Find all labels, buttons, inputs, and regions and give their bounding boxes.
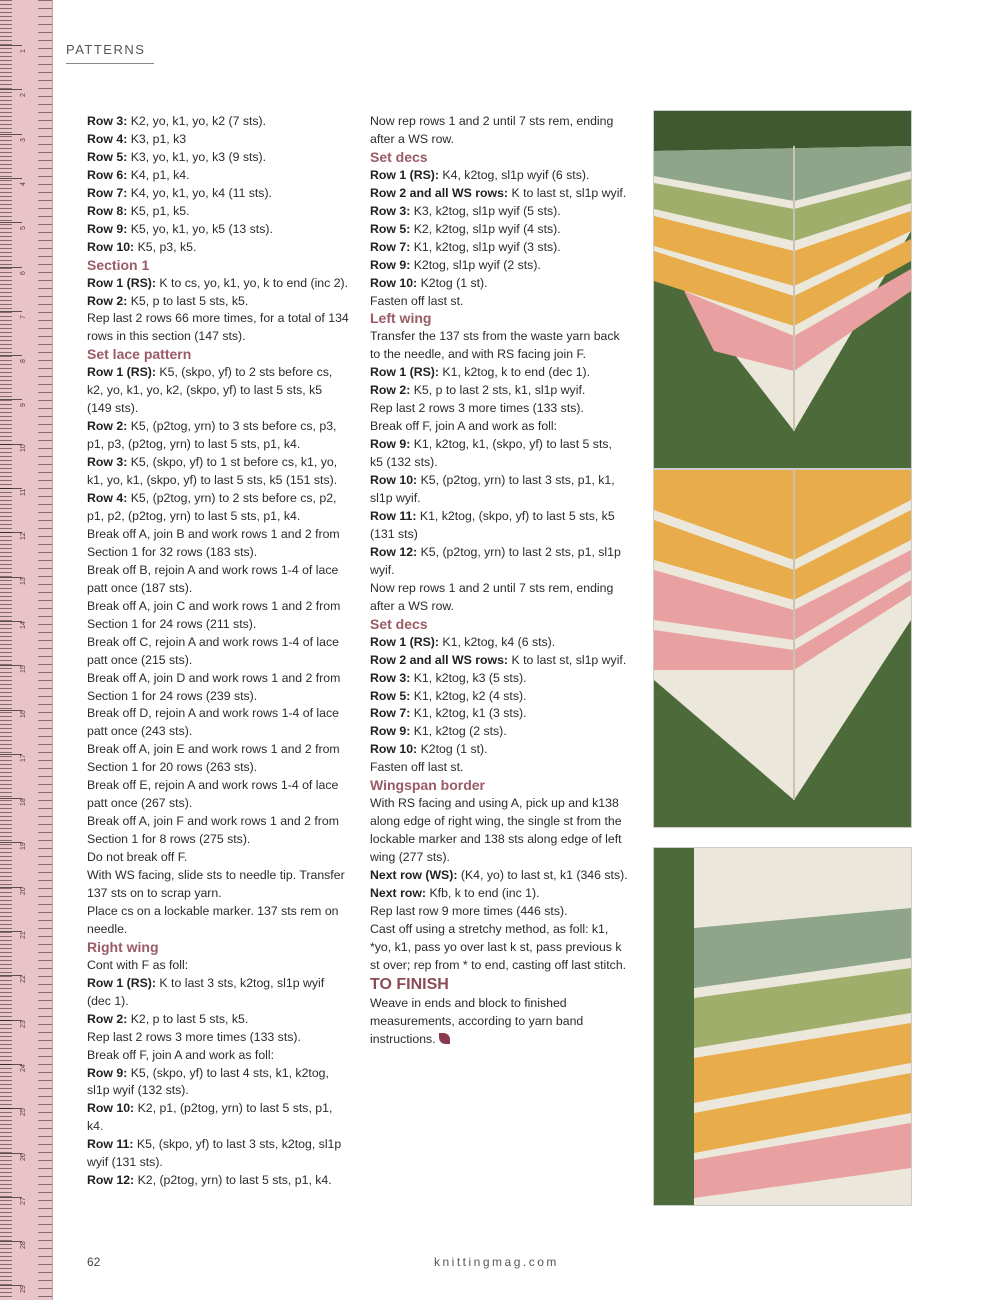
instruction-line bbox=[370, 203, 628, 221]
instruction-line bbox=[87, 293, 349, 311]
instruction-text: K5, (p2tog, yrn) to 3 sts before cs, p3, p1, p3, (p2tog, yrn) to last 5 sts, p1, k4. bbox=[87, 419, 337, 452]
instruction-line bbox=[370, 221, 628, 239]
instruction-line bbox=[370, 670, 628, 688]
instruction-line bbox=[370, 795, 628, 867]
row-label: Row 10: bbox=[370, 275, 418, 290]
instruction-text: Rep last 2 rows 3 more times (133 sts). bbox=[370, 401, 584, 416]
ruler-number: 25 bbox=[20, 1108, 27, 1117]
row-label: Row 2: bbox=[87, 293, 128, 308]
row-label: Row 12: bbox=[370, 544, 418, 559]
ruler-major-tick bbox=[0, 621, 22, 622]
instruction-text: K5, (p2tog, yrn) to last 3 sts, p1, k1, sl1p wyif. bbox=[370, 473, 615, 506]
instruction-line bbox=[87, 1065, 349, 1101]
instruction-text: Break off E, rejoin A and work rows 1-4 of lace patt once (267 sts). bbox=[87, 778, 339, 811]
instruction-line bbox=[87, 149, 349, 167]
row-label: Row 1 (RS): bbox=[87, 365, 156, 380]
instruction-text: Now rep rows 1 and 2 until 7 sts rem, ending after a WS row. bbox=[370, 114, 614, 146]
ruler-major-tick bbox=[0, 798, 22, 799]
row-label: Row 9: bbox=[370, 437, 411, 452]
instruction-text: K1, k2tog, k3 (5 sts). bbox=[410, 670, 527, 685]
instruction-text: K5, (skpo, yf) to last 4 sts, k1, k2tog, sl1p wyif (132 sts). bbox=[87, 1065, 329, 1098]
instruction-line bbox=[370, 436, 628, 472]
instruction-text: Cast off using a stretchy method, as foll: k1, *yo, k1, pass yo over last k st, pass previous k st over; rep from * to end, casting off last stitch. bbox=[370, 921, 627, 972]
instruction-text: K to last st, sl1p wyif. bbox=[508, 185, 627, 200]
instruction-line bbox=[370, 418, 628, 436]
instruction-line bbox=[87, 903, 349, 939]
instruction-line bbox=[370, 688, 628, 706]
ruler-major-tick bbox=[0, 178, 22, 179]
instruction-line bbox=[370, 741, 628, 759]
instruction-text: K1, k2tog, (skpo, yf) to last 5 sts, k5 (131 sts) bbox=[370, 508, 615, 541]
ruler-number: 7 bbox=[20, 314, 27, 319]
ruler-number: 2 bbox=[20, 93, 27, 98]
row-label: Row 1 (RS): bbox=[370, 365, 439, 380]
instruction-line bbox=[87, 1136, 349, 1172]
instruction-line bbox=[87, 185, 349, 203]
row-label: Row 1 (RS): bbox=[370, 167, 439, 182]
ruler-number: 11 bbox=[20, 488, 27, 496]
row-label: Row 3: bbox=[87, 114, 128, 128]
section-heading: Set decs bbox=[370, 148, 428, 165]
instruction-line bbox=[87, 867, 349, 903]
instruction-line bbox=[87, 1029, 349, 1047]
instruction-text: Fasten off last st. bbox=[370, 293, 464, 308]
instruction-text: Rep last 2 rows 66 more times, for a total of 134 rows in this section (147 sts). bbox=[87, 311, 349, 344]
row-label: Next row: bbox=[370, 885, 427, 900]
row-label: Row 10: bbox=[87, 239, 135, 254]
instruction-line bbox=[87, 221, 349, 239]
row-label: Row 4: bbox=[87, 131, 128, 146]
instruction-line bbox=[87, 310, 349, 346]
instruction-text: Rep last row 9 more times (446 sts). bbox=[370, 903, 568, 918]
ruler-major-tick bbox=[0, 355, 22, 356]
ruler-number: 12 bbox=[20, 532, 27, 541]
row-label: Row 11: bbox=[87, 1137, 134, 1152]
section-heading: Set lace pattern bbox=[87, 346, 192, 363]
instruction-text: K5, (skpo, yf) to 2 sts before cs, k2, yo, k1, yo, k2, (skpo, yf) to last 5 sts, k5 (149 sts). bbox=[87, 365, 333, 416]
instruction-line bbox=[87, 418, 349, 454]
section-heading: Set decs bbox=[370, 615, 428, 632]
instruction-text: Transfer the 137 sts from the waste yarn back to the needle, and with RS facing join F. bbox=[370, 329, 620, 362]
instruction-line bbox=[370, 903, 628, 921]
instruction-text: K3, yo, k1, yo, k3 (9 sts). bbox=[127, 149, 267, 164]
instruction-text: K5, (skpo, yf) to 1 st before cs, k1, yo, k1, yo, k1, (skpo, yf) to last 5 sts, k5 (151 sts). bbox=[87, 455, 338, 488]
ruler-number: 19 bbox=[20, 842, 27, 851]
instruction-text: K1, k2tog, k2 (4 sts). bbox=[410, 688, 527, 703]
instruction-line bbox=[87, 813, 349, 849]
ruler-number: 17 bbox=[20, 754, 27, 762]
instruction-line bbox=[370, 400, 628, 418]
row-label: Row 3: bbox=[370, 670, 411, 685]
instruction-text: K2tog (1 st). bbox=[417, 275, 488, 290]
instruction-line bbox=[370, 652, 628, 670]
instruction-text: Break off C, rejoin A and work rows 1-4 of lace patt once (215 sts). bbox=[87, 634, 339, 667]
row-label: Row 4: bbox=[87, 491, 128, 506]
instruction-line bbox=[87, 167, 349, 185]
instruction-line bbox=[370, 759, 628, 777]
instruction-line bbox=[370, 472, 628, 508]
row-label: Row 5: bbox=[370, 688, 411, 703]
instruction-line bbox=[370, 113, 628, 149]
ruler-right-ticks bbox=[38, 0, 52, 1300]
instruction-line bbox=[87, 598, 349, 634]
major-heading: TO FINISH bbox=[370, 975, 449, 993]
instruction-line bbox=[370, 544, 628, 580]
ruler-major-tick bbox=[0, 931, 22, 932]
instruction-text: (K4, yo) to last st, k1 (346 sts). bbox=[457, 868, 628, 883]
instruction-line bbox=[87, 203, 349, 221]
shawl-photo-2-illustration bbox=[654, 470, 911, 827]
pattern-column-1 bbox=[87, 113, 349, 1190]
row-label: Next row (WS): bbox=[370, 868, 458, 883]
ruler-major-tick bbox=[0, 532, 22, 533]
row-label: Row 10: bbox=[87, 1101, 135, 1116]
instruction-text: K5, (p2tog, yrn) to last 2 sts, p1, sl1p wyif. bbox=[370, 544, 621, 577]
instruction-line bbox=[370, 167, 628, 185]
instruction-text: K1, k2tog (2 sts). bbox=[410, 724, 507, 739]
instruction-text: K4, p1, k4. bbox=[127, 167, 190, 182]
row-label: Row 7: bbox=[370, 239, 411, 254]
instruction-text: K2, k2tog, sl1p wyif (4 sts). bbox=[410, 221, 561, 236]
ruler-major-tick bbox=[0, 399, 22, 400]
instruction-text: Break off B, rejoin A and work rows 1-4 of lace patt once (187 sts). bbox=[87, 562, 339, 595]
ruler-number: 8 bbox=[20, 359, 27, 364]
ruler-number: 27 bbox=[20, 1197, 27, 1205]
ruler-major-tick bbox=[0, 1197, 22, 1198]
instruction-text: Kfb, k to end (inc 1). bbox=[426, 885, 540, 900]
ruler-number: 16 bbox=[20, 709, 27, 718]
ruler-major-tick bbox=[0, 975, 22, 976]
row-label: Row 1 (RS): bbox=[87, 275, 156, 290]
row-label: Row 5: bbox=[370, 221, 411, 236]
instruction-line bbox=[370, 293, 628, 311]
section-heading: Right wing bbox=[87, 938, 159, 955]
row-label: Row 2 and all WS rows: bbox=[370, 185, 509, 200]
instruction-text: K5, (skpo, yf) to last 3 sts, k2tog, sl1p wyif (131 sts). bbox=[87, 1137, 342, 1170]
instruction-text: Rep last 2 rows 3 more times (133 sts). bbox=[87, 1029, 301, 1044]
ruler-number: 1 bbox=[20, 49, 27, 53]
instruction-line bbox=[370, 382, 628, 400]
instruction-text: Break off A, join C and work rows 1 and 2 from Section 1 for 24 rows (211 sts). bbox=[87, 598, 341, 631]
instruction-line bbox=[370, 275, 628, 293]
instruction-text: Break off D, rejoin A and work rows 1-4 of lace patt once (243 sts). bbox=[87, 706, 339, 739]
row-label: Row 1 (RS): bbox=[87, 975, 156, 990]
instruction-text: Break off A, join B and work rows 1 and 2 from Section 1 for 32 rows (183 sts). bbox=[87, 526, 340, 559]
ruler-number: 21 bbox=[20, 931, 27, 939]
row-label: Row 9: bbox=[370, 257, 411, 272]
instruction-line bbox=[87, 454, 349, 490]
shawl-photo-1-illustration bbox=[654, 111, 911, 468]
ruler-major-tick bbox=[0, 1108, 22, 1109]
row-label: Row 3: bbox=[370, 203, 411, 218]
instruction-line bbox=[87, 849, 349, 867]
row-label: Row 2: bbox=[87, 419, 128, 434]
ruler-major-tick bbox=[0, 577, 22, 578]
instruction-text: Place cs on a lockable marker. 137 sts rem on needle. bbox=[87, 903, 339, 936]
ruler-number: 29 bbox=[20, 1285, 27, 1294]
ruler-number: 6 bbox=[20, 270, 27, 275]
instruction-text: Do not break off F. bbox=[87, 850, 188, 865]
instruction-text: Weave in ends and block to finished measurements, according to yarn band instructions. bbox=[370, 995, 584, 1046]
instruction-line bbox=[370, 328, 628, 364]
ruler-number: 15 bbox=[20, 665, 27, 674]
instruction-text: K2tog, sl1p wyif (2 sts). bbox=[410, 257, 541, 272]
ruler-number: 5 bbox=[20, 226, 27, 231]
instruction-line bbox=[87, 275, 349, 293]
instruction-line bbox=[87, 131, 349, 149]
ruler-number: 3 bbox=[20, 137, 27, 142]
instruction-line bbox=[87, 975, 349, 1011]
instruction-text: Now rep rows 1 and 2 until 7 sts rem, ending after a WS row. bbox=[370, 580, 614, 613]
row-label: Row 6: bbox=[87, 167, 128, 182]
ruler-number: 18 bbox=[20, 798, 27, 807]
ruler-number: 20 bbox=[20, 886, 27, 895]
row-label: Row 7: bbox=[370, 706, 411, 721]
instruction-line bbox=[87, 670, 349, 706]
ruler-number: 24 bbox=[20, 1064, 27, 1072]
instruction-text: K1, k2tog, k to end (dec 1). bbox=[439, 365, 591, 380]
instruction-line bbox=[87, 490, 349, 526]
ruler-major-tick bbox=[0, 842, 22, 843]
instruction-text: K5, (p2tog, yrn) to 2 sts before cs, p2, p1, p2, (p2tog, yrn) to last 5 sts, p1, k4. bbox=[87, 491, 337, 523]
row-label: Row 5: bbox=[87, 149, 128, 164]
instruction-line bbox=[87, 777, 349, 813]
instruction-line bbox=[87, 1172, 349, 1190]
instruction-text: K5, p1, k5. bbox=[127, 203, 190, 218]
instruction-text: K1, k2tog, sl1p wyif (3 sts). bbox=[410, 239, 561, 254]
instruction-line bbox=[370, 705, 628, 723]
row-label: Row 10: bbox=[370, 473, 418, 488]
ruler-number: 28 bbox=[20, 1241, 27, 1250]
ruler-major-tick bbox=[0, 1153, 22, 1154]
instruction-text: Break off F, join A and work as foll: bbox=[370, 419, 558, 434]
section-heading: Left wing bbox=[370, 310, 432, 327]
page-number: 62 bbox=[87, 1255, 101, 1269]
instruction-text: Break off A, join E and work rows 1 and 2 from Section 1 for 20 rows (263 sts). bbox=[87, 742, 340, 775]
row-label: Row 9: bbox=[87, 1065, 128, 1080]
footer-website: knittingmag.com bbox=[434, 1255, 559, 1269]
instruction-text: K5, yo, k1, yo, k5 (13 sts). bbox=[127, 221, 273, 236]
ruler-number: 4 bbox=[20, 181, 27, 186]
row-label: Row 12: bbox=[87, 1173, 135, 1188]
instruction-text: K to cs, yo, k1, yo, k to end (inc 2). bbox=[156, 275, 349, 290]
ruler-number: 26 bbox=[20, 1152, 27, 1161]
instruction-text: With WS facing, slide sts to needle tip. Transfer 137 sts on to scrap yarn. bbox=[87, 868, 345, 900]
ruler-major-tick bbox=[0, 1285, 22, 1286]
row-label: Row 2: bbox=[370, 383, 411, 398]
ruler-major-tick bbox=[0, 754, 22, 755]
instruction-text: K5, p to last 2 sts, k1, sl1p wyif. bbox=[410, 383, 586, 398]
instruction-text: K1, k2tog, k1, (skpo, yf) to last 5 sts, k5 (132 sts). bbox=[370, 437, 612, 470]
instruction-line bbox=[370, 257, 628, 275]
instruction-line bbox=[87, 634, 349, 670]
section-heading: Section 1 bbox=[87, 256, 150, 273]
ruler-major-tick bbox=[0, 1241, 22, 1242]
row-label: Row 11: bbox=[370, 508, 417, 523]
instruction-text: K3, p1, k3 bbox=[127, 131, 187, 146]
instruction-line bbox=[87, 562, 349, 598]
instruction-text: With RS facing and using A, pick up and k138 along edge of right wing, the single st from the lockable marker and 138 sts along edge of left wing (277 sts). bbox=[370, 796, 622, 865]
instruction-line bbox=[370, 995, 628, 1049]
instruction-line bbox=[87, 1047, 349, 1065]
ruler-major-tick bbox=[0, 1020, 22, 1021]
instruction-line bbox=[370, 185, 628, 203]
row-label: Row 2 and all WS rows: bbox=[370, 652, 509, 667]
ruler-major-tick bbox=[0, 267, 22, 268]
instruction-line bbox=[87, 364, 349, 418]
section-heading: Wingspan border bbox=[370, 777, 485, 794]
instruction-line bbox=[370, 634, 628, 652]
instruction-text: K1, k2tog, k4 (6 sts). bbox=[439, 634, 556, 649]
instruction-line bbox=[370, 580, 628, 616]
instruction-line bbox=[370, 867, 628, 885]
shawl-photo-3 bbox=[653, 847, 912, 1206]
ruler-major-tick bbox=[0, 887, 22, 888]
instruction-line bbox=[87, 526, 349, 562]
section-header: PATTERNS bbox=[66, 42, 154, 64]
instruction-line bbox=[87, 113, 349, 131]
instruction-text: K5, p to last 5 sts, k5. bbox=[127, 293, 249, 308]
instruction-text: Fasten off last st. bbox=[370, 760, 464, 775]
row-label: Row 3: bbox=[87, 455, 128, 470]
ruler-number: 13 bbox=[20, 576, 27, 585]
instruction-line bbox=[87, 239, 349, 257]
instruction-text: Break off F, join A and work as foll: bbox=[87, 1047, 275, 1062]
ruler-strip bbox=[0, 0, 53, 1300]
instruction-text: K2, yo, k1, yo, k2 (7 sts). bbox=[127, 114, 267, 128]
shawl-photo-2 bbox=[653, 469, 912, 828]
instruction-text: K4, yo, k1, yo, k4 (11 sts). bbox=[127, 185, 272, 200]
row-label: Row 2: bbox=[87, 1011, 128, 1026]
ruler-major-tick bbox=[0, 665, 22, 666]
row-label: Row 9: bbox=[370, 724, 411, 739]
row-label: Row 1 (RS): bbox=[370, 634, 439, 649]
ruler-number: 23 bbox=[20, 1019, 27, 1028]
row-label: Row 10: bbox=[370, 742, 418, 757]
instruction-text: K3, k2tog, sl1p wyif (5 sts). bbox=[410, 203, 561, 218]
ruler-major-tick bbox=[0, 45, 22, 46]
instruction-text: K2, p to last 5 sts, k5. bbox=[127, 1011, 249, 1026]
ruler-major-tick bbox=[0, 222, 22, 223]
instruction-line bbox=[370, 239, 628, 257]
instruction-line bbox=[87, 741, 349, 777]
instruction-text: K2tog (1 st). bbox=[417, 742, 488, 757]
instruction-text: Break off A, join D and work rows 1 and 2 from Section 1 for 24 rows (239 sts). bbox=[87, 670, 341, 703]
shawl-photo-1 bbox=[653, 110, 912, 469]
ruler-major-tick bbox=[0, 488, 22, 489]
instruction-line bbox=[370, 885, 628, 903]
instruction-line bbox=[370, 364, 628, 382]
instruction-text: K to last st, sl1p wyif. bbox=[508, 652, 627, 667]
instruction-line bbox=[87, 705, 349, 741]
ruler-number: 9 bbox=[20, 403, 27, 408]
instruction-line bbox=[370, 723, 628, 741]
instruction-text: K4, k2tog, sl1p wyif (6 sts). bbox=[439, 167, 590, 182]
instruction-text: K to last 3 sts, k2tog, sl1p wyif (dec 1). bbox=[87, 975, 325, 1008]
instruction-line bbox=[370, 508, 628, 544]
shawl-photo-3-illustration bbox=[654, 848, 911, 1205]
ruler-number: 14 bbox=[20, 621, 27, 629]
ruler-major-tick bbox=[0, 710, 22, 711]
ruler-major-tick bbox=[0, 1064, 22, 1065]
instruction-text: K1, k2tog, k1 (3 sts). bbox=[410, 706, 527, 721]
instruction-line bbox=[87, 957, 349, 975]
row-label: Row 9: bbox=[87, 221, 128, 236]
ruler-number: 22 bbox=[20, 975, 27, 984]
instruction-line bbox=[370, 921, 628, 975]
row-label: Row 7: bbox=[87, 185, 128, 200]
instruction-line bbox=[87, 1100, 349, 1136]
ruler-number: 10 bbox=[20, 443, 27, 452]
end-leaf-icon bbox=[439, 1033, 450, 1044]
instruction-text: Break off A, join F and work rows 1 and 2 from Section 1 for 8 rows (275 sts). bbox=[87, 814, 339, 847]
ruler-major-tick bbox=[0, 444, 22, 445]
instruction-line bbox=[87, 1011, 349, 1029]
ruler-major-tick bbox=[0, 311, 22, 312]
pattern-column-2 bbox=[370, 113, 628, 1049]
ruler-major-tick bbox=[0, 89, 22, 90]
instruction-text: K5, p3, k5. bbox=[134, 239, 197, 254]
ruler-major-tick bbox=[0, 134, 22, 135]
row-label: Row 8: bbox=[87, 203, 128, 218]
instruction-text: K2, (p2tog, yrn) to last 5 sts, p1, k4. bbox=[134, 1173, 332, 1188]
instruction-text: K2, p1, (p2tog, yrn) to last 5 sts, p1, k4. bbox=[87, 1101, 333, 1134]
instruction-text: Cont with F as foll: bbox=[87, 957, 189, 972]
